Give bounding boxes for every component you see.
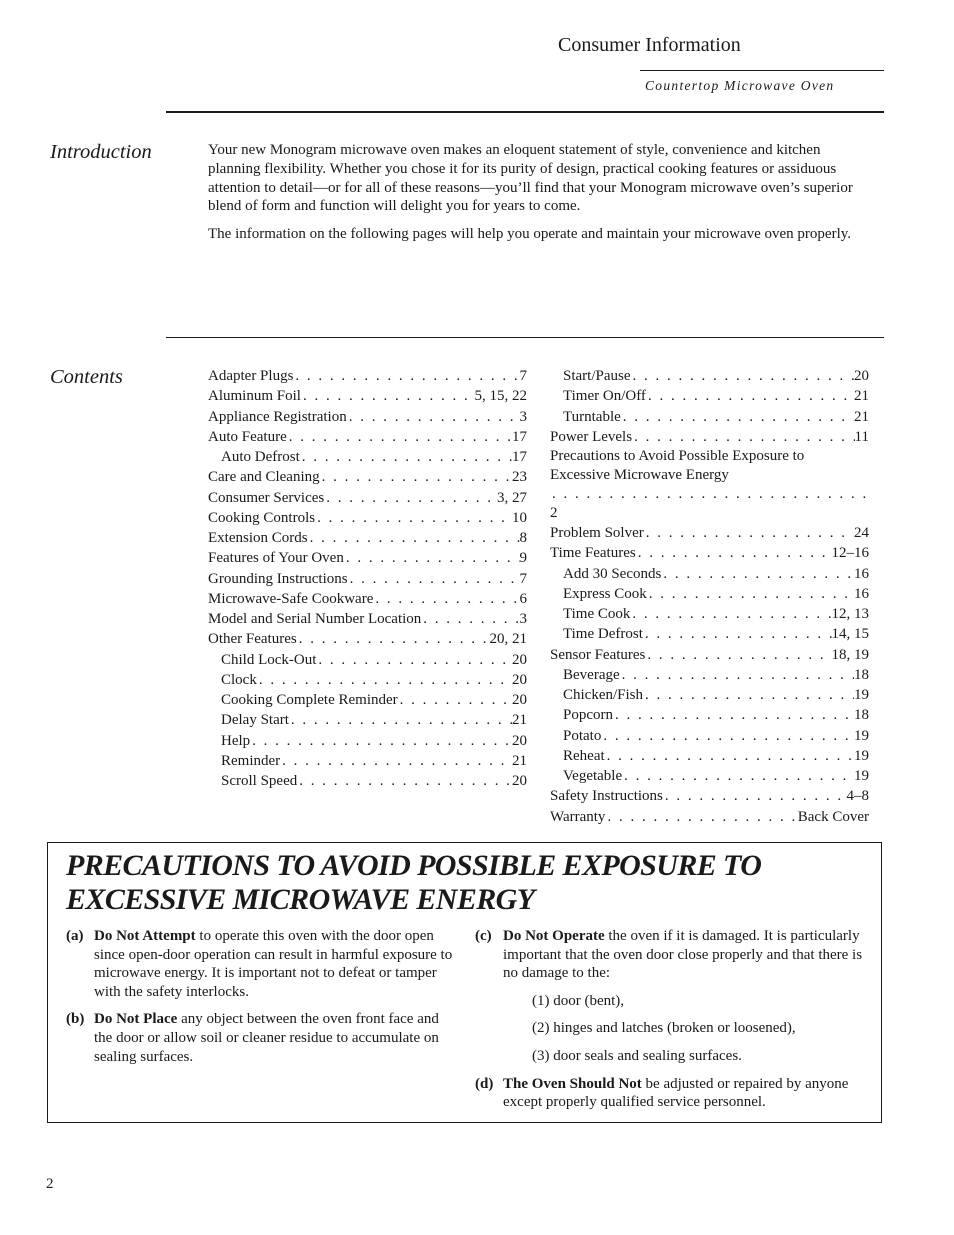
toc-leader — [316, 650, 512, 670]
toc-leader — [601, 726, 854, 746]
toc-entry-label: Start/Pause — [563, 368, 631, 384]
toc-leader — [630, 604, 831, 624]
toc-leader — [308, 528, 520, 548]
toc-entry-label: Features of Your Oven — [208, 550, 344, 567]
toc-entry[interactable] — [208, 467, 527, 487]
contents-heading: Contents — [50, 366, 123, 388]
toc-leader — [643, 685, 854, 705]
page-header-title: Consumer Information — [558, 34, 741, 56]
toc-entry-page: 21 — [512, 712, 527, 729]
toc-entry-label: Care and Cleaning — [208, 469, 320, 486]
toc-entry[interactable] — [208, 407, 527, 427]
precaution-letter: (a) — [66, 928, 84, 944]
toc-entry-page: Back Cover — [797, 808, 869, 825]
precaution-rest: to operate this oven with the door open since open-door operation can result in harmful exposure to microwave energy. It is important not to defeat or tamper with the safety interlocks. — [94, 928, 453, 1000]
toc-leader — [620, 665, 854, 685]
toc-subentry[interactable] — [550, 685, 869, 705]
toc-subentry[interactable] — [208, 731, 527, 751]
toc-leader — [293, 366, 519, 386]
toc-entry-label: Auto Feature — [208, 428, 287, 445]
precaution-lead: The Oven Should Not — [503, 1075, 642, 1092]
toc-entry-page: 12, 13 — [831, 606, 869, 622]
precautions-column-right — [475, 927, 865, 1121]
precautions-column-left — [66, 927, 458, 1075]
toc-entry[interactable] — [208, 569, 527, 589]
precautions-box — [47, 842, 882, 1123]
toc-entry[interactable] — [550, 786, 869, 806]
toc-entry-page: 3 — [519, 408, 527, 425]
toc-subentry[interactable] — [550, 386, 869, 406]
toc-leader — [297, 629, 490, 649]
page-header-subtitle: Countertop Microwave Oven — [645, 78, 835, 93]
precaution-item-c — [475, 927, 865, 983]
toc-entry-page: 21 — [854, 408, 869, 425]
toc-entry[interactable] — [208, 589, 527, 609]
toc-leader — [550, 485, 869, 504]
toc-entry-label: Beverage — [563, 666, 620, 683]
precaution-text — [503, 927, 865, 983]
toc-entry-label: Microwave-Safe Cookware — [208, 590, 374, 607]
toc-entry-page: 9 — [519, 550, 527, 567]
toc-subentry[interactable] — [550, 746, 869, 766]
toc-entry[interactable] — [550, 807, 869, 827]
toc-entry-label: Appliance Registration — [208, 408, 347, 425]
toc-entry-label: Timer On/Off — [563, 388, 646, 405]
toc-entry-page: 7 — [519, 368, 527, 384]
toc-leader — [661, 564, 854, 584]
precaution-item-d — [475, 1075, 865, 1112]
precaution-rest: any object between the oven front face and the door or allow soil or cleaner residue to accumulate on sealing surfaces. — [94, 1011, 439, 1065]
toc-subentry[interactable] — [208, 690, 527, 710]
toc-entry-page: 19 — [854, 727, 869, 744]
toc-subentry[interactable] — [208, 710, 527, 730]
toc-entry-label: Child Lock-Out — [221, 651, 317, 668]
precaution-subitem: (1) door (bent), — [532, 992, 625, 1009]
toc-leader — [280, 751, 512, 771]
toc-leader — [644, 523, 854, 543]
toc-entry-label: Time Cook — [563, 606, 631, 622]
toc-subentry[interactable] — [550, 665, 869, 685]
toc-leader — [344, 548, 520, 568]
precaution-letter: (c) — [475, 928, 492, 944]
toc-leader — [636, 543, 832, 563]
toc-leader — [647, 584, 854, 604]
toc-leader — [297, 771, 512, 791]
toc-entry-label: Problem Solver — [550, 525, 644, 541]
toc-entry-label: Time Features — [550, 545, 636, 562]
toc-subentry[interactable] — [208, 447, 527, 467]
toc-entry-label: Other Features — [208, 631, 297, 648]
toc-entry-label: Extension Cords — [208, 530, 308, 546]
toc-entry-page: 18 — [854, 707, 869, 724]
toc-entry-label: Adapter Plugs — [208, 368, 294, 384]
toc-entry-label: Delay Start — [221, 712, 289, 729]
toc-entry-label: Auto Defrost — [221, 449, 300, 465]
toc-leader — [621, 407, 854, 427]
section-divider-top — [166, 111, 884, 113]
contents-list-left — [208, 366, 527, 791]
toc-entry-label: Aluminum Foil — [208, 388, 301, 405]
precaution-rest: be adjusted or repaired by anyone except properly qualified service personnel. — [503, 1075, 849, 1111]
toc-leader — [289, 710, 512, 730]
toc-entry[interactable] — [550, 645, 869, 665]
toc-entry-page: 7 — [519, 570, 527, 587]
toc-entry[interactable] — [208, 386, 527, 406]
precaution-text — [94, 1010, 458, 1066]
toc-entry-page: 4–8 — [846, 788, 869, 805]
toc-entry-label: Safety Instructions — [550, 788, 663, 805]
toc-leader — [373, 589, 519, 609]
precaution-item-b — [66, 1010, 458, 1066]
toc-entry-page: 2 — [550, 505, 558, 521]
toc-entry-label: Precautions to Avoid Possible Exposure to — [550, 448, 805, 464]
toc-entry-label: Sensor Features — [550, 646, 646, 663]
toc-entry-page: 17 — [512, 449, 527, 465]
section-divider-contents — [166, 337, 884, 338]
toc-leader — [347, 407, 520, 427]
toc-entry-page: 23 — [512, 469, 527, 486]
toc-entry-label: Chicken/Fish — [563, 687, 644, 703]
toc-leader — [622, 766, 854, 786]
precaution-lead: Do Not Operate — [503, 928, 605, 944]
toc-subentry[interactable] — [550, 766, 869, 786]
toc-entry-page: 20 — [854, 368, 869, 384]
toc-leader — [324, 488, 497, 508]
toc-entry-label: Time Defrost — [563, 626, 643, 643]
toc-entry-page: 14, 15 — [831, 626, 869, 643]
toc-entry-page: 20 — [512, 651, 527, 668]
toc-subentry[interactable] — [550, 604, 869, 624]
toc-entry-page: 18 — [854, 666, 869, 683]
toc-leader — [257, 670, 512, 690]
introduction-text — [208, 141, 858, 253]
toc-entry-page: 3, 27 — [497, 489, 527, 506]
toc-entry[interactable] — [550, 523, 869, 543]
toc-subentry[interactable] — [208, 670, 527, 690]
toc-subentry[interactable] — [550, 407, 869, 427]
contents-list-right — [550, 366, 869, 827]
toc-entry-page: 3 — [519, 611, 527, 627]
toc-entry-label: Consumer Services — [208, 489, 325, 506]
precaution-lead: Do Not Attempt — [94, 928, 196, 944]
toc-leader — [605, 746, 854, 766]
toc-leader — [287, 427, 512, 447]
toc-entry[interactable] — [208, 548, 527, 568]
toc-entry-page: 5, 15, 22 — [474, 388, 527, 405]
introduction-paragraph: Your new Monogram microwave oven makes an eloquent statement of style, convenience and kitchen planning flexibility. Whether you chose it for its purity of design, practical cooking features or assiduous attention to detail—or for all of these reasons—you’ll find that your Monogram microwave oven’s superior blend of form and function will delight you for years to come. — [208, 142, 853, 215]
toc-entry-label: Model and Serial Number Location — [208, 611, 422, 627]
toc-subentry[interactable] — [550, 624, 869, 644]
toc-entry[interactable] — [208, 609, 527, 629]
precaution-rest: the oven if it is damaged. It is particularly important that the oven door close properly and that there is no damage to the: — [503, 928, 863, 982]
toc-entry-label: Grounding Instructions — [208, 570, 348, 587]
page-number: 2 — [46, 1176, 54, 1192]
toc-entry-label: Warranty — [550, 808, 606, 825]
precaution-text — [503, 1075, 865, 1112]
toc-subentry[interactable] — [208, 751, 527, 771]
toc-subentry[interactable] — [208, 650, 527, 670]
toc-subentry[interactable] — [550, 705, 869, 725]
toc-entry-page: 6 — [519, 590, 527, 607]
toc-entry-label: Add 30 Seconds — [563, 565, 662, 582]
toc-entry[interactable] — [550, 427, 869, 447]
toc-subentry[interactable] — [550, 366, 869, 386]
precaution-lead: Do Not Place — [94, 1011, 178, 1028]
toc-subentry[interactable] — [550, 564, 869, 584]
toc-leader — [421, 609, 519, 629]
toc-entry[interactable] — [208, 427, 527, 447]
toc-leader — [663, 786, 847, 806]
toc-leader — [250, 731, 512, 751]
toc-leader — [605, 807, 797, 827]
introduction-paragraph: The information on the following pages will help you operate and maintain your microwave oven properly. — [208, 226, 852, 243]
toc-entry-label: Reheat — [563, 747, 605, 764]
precaution-text — [94, 927, 458, 1001]
toc-entry[interactable] — [208, 629, 527, 649]
toc-leader — [398, 690, 512, 710]
header-divider — [640, 70, 884, 71]
toc-entry-page: 19 — [854, 687, 869, 703]
toc-entry-label: Help — [221, 732, 251, 749]
toc-leader — [645, 645, 831, 665]
toc-entry-page: 20 — [512, 732, 527, 749]
toc-leader — [643, 624, 832, 644]
toc-entry-page: 20 — [512, 692, 527, 708]
toc-entry-label: Power Levels — [550, 428, 633, 445]
toc-entry-page: 20 — [512, 773, 527, 789]
toc-entry-label: Vegetable — [563, 768, 623, 784]
toc-entry-page: 19 — [854, 768, 869, 784]
toc-entry-page: 16 — [854, 565, 869, 582]
toc-entry[interactable] — [208, 488, 527, 508]
toc-entry-label: Cooking Controls — [208, 509, 316, 526]
precaution-subitem: (3) door seals and sealing surfaces. — [532, 1047, 742, 1064]
toc-leader — [613, 705, 854, 725]
toc-entry-page: 10 — [512, 509, 527, 526]
toc-entry-page: 11 — [854, 428, 869, 445]
toc-entry-label-continued: Excessive Microwave Energy — [550, 467, 729, 483]
toc-entry-page: 17 — [512, 428, 527, 445]
toc-entry-page: 16 — [854, 585, 869, 602]
toc-entry-label: Express Cook — [563, 585, 647, 602]
toc-entry-page: 21 — [512, 752, 527, 769]
toc-entry-page: 20 — [512, 671, 527, 688]
toc-entry-page: 24 — [854, 525, 869, 541]
toc-leader — [301, 386, 475, 406]
toc-entry[interactable] — [550, 447, 869, 523]
toc-entry[interactable] — [208, 508, 527, 528]
introduction-heading: Introduction — [50, 141, 152, 163]
toc-subentry[interactable] — [550, 726, 869, 746]
toc-entry-label: Cooking Complete Reminder — [221, 692, 398, 708]
toc-subentry[interactable] — [208, 771, 527, 791]
toc-entry-page: 8 — [519, 530, 527, 546]
toc-leader — [300, 447, 512, 467]
toc-entry-label: Potato — [563, 727, 602, 744]
toc-entry-page: 18, 19 — [831, 646, 869, 663]
toc-entry-label: Popcorn — [563, 707, 613, 724]
toc-entry-page: 21 — [854, 388, 869, 405]
toc-entry-label: Reminder — [221, 752, 281, 769]
toc-leader — [315, 508, 512, 528]
toc-entry[interactable] — [208, 528, 527, 548]
precaution-letter: (d) — [475, 1075, 494, 1092]
toc-entry-label: Clock — [221, 671, 257, 688]
precaution-item-a — [66, 927, 458, 1001]
toc-entry-page: 20, 21 — [489, 631, 527, 648]
toc-entry[interactable] — [550, 543, 869, 563]
precaution-subitem: (2) hinges and latches (broken or loosened), — [532, 1020, 796, 1037]
toc-entry[interactable] — [208, 366, 527, 386]
toc-leader — [631, 366, 855, 386]
toc-subentry[interactable] — [550, 584, 869, 604]
toc-entry-label: Turntable — [563, 408, 621, 425]
toc-leader — [348, 569, 520, 589]
toc-leader — [320, 467, 512, 487]
precautions-title: PRECAUTIONS TO AVOID POSSIBLE EXPOSURE TO EXCESSIVE MICROWAVE ENERGY — [66, 849, 762, 916]
toc-entry-page: 19 — [854, 747, 869, 764]
toc-leader — [632, 427, 854, 447]
toc-entry-label: Scroll Speed — [221, 773, 298, 789]
toc-leader — [646, 386, 854, 406]
precaution-letter: (b) — [66, 1011, 85, 1028]
toc-entry-page: 12–16 — [831, 545, 869, 562]
